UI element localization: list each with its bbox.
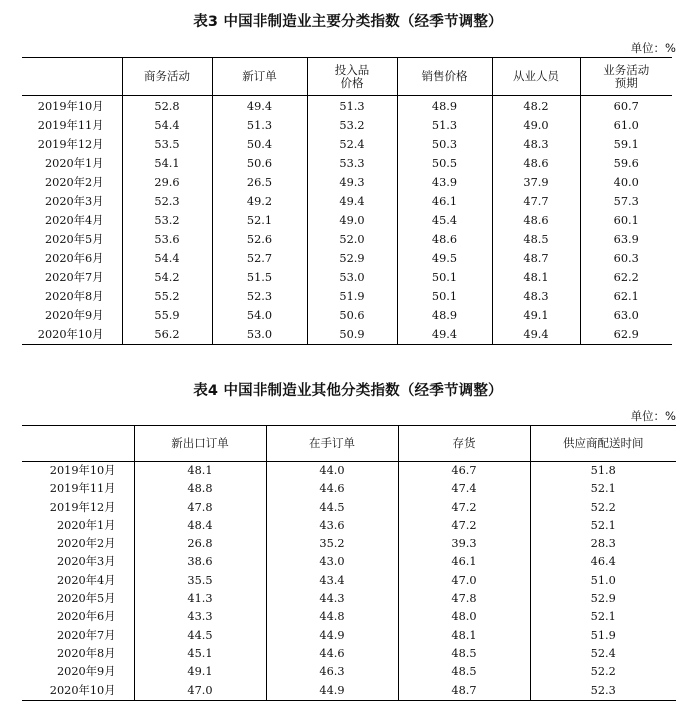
table-cell-value: 49.4: [212, 96, 307, 117]
table-row: [22, 517, 676, 535]
table-row: [22, 663, 676, 681]
table-cell-value: 53.0: [307, 268, 397, 287]
table-row: [22, 116, 672, 135]
row-label-month: 2020年10月: [37, 328, 104, 341]
table4: [22, 425, 676, 701]
table-cell-value: 54.4: [122, 249, 212, 268]
table-cell-value: 62.1: [580, 287, 672, 306]
table-cell-value: 60.7: [580, 96, 672, 117]
table-cell-value: 48.9: [397, 306, 492, 325]
table-cell-value: 60.1: [580, 211, 672, 230]
table-cell-value: 46.7: [398, 462, 530, 481]
table4-unit: 单位：%: [630, 409, 676, 423]
table-cell-value: 48.5: [398, 645, 530, 663]
table-cell-value: 52.3: [212, 287, 307, 306]
table-cell-value: 54.2: [122, 268, 212, 287]
table3-column-header: 从业人员: [492, 58, 580, 96]
table-cell-value: 47.0: [398, 572, 530, 590]
table-cell-value: 35.5: [134, 572, 266, 590]
table3-header-corner: [22, 58, 122, 96]
table-row: [22, 462, 676, 481]
table-cell-value: 48.7: [492, 249, 580, 268]
table-cell-value: 52.9: [307, 249, 397, 268]
table3-unit: 单位：%: [630, 41, 676, 55]
table-cell-value: 44.0: [266, 462, 398, 481]
table-row: [22, 154, 672, 173]
table-cell-value: 50.3: [397, 135, 492, 154]
table-cell-value: 47.7: [492, 192, 580, 211]
table3-column-header: 投入品 价格: [307, 58, 397, 96]
table-cell-value: 44.5: [134, 627, 266, 645]
table-row: [22, 590, 676, 608]
table-cell-value: 49.4: [397, 325, 492, 345]
table-cell-value: 48.3: [492, 135, 580, 154]
table-cell-value: 43.0: [266, 553, 398, 571]
table-cell-value: 43.6: [266, 517, 398, 535]
table-cell-value: 47.0: [134, 682, 266, 701]
table-row: [22, 306, 672, 325]
table-cell-value: 54.4: [122, 116, 212, 135]
table-row: [22, 192, 672, 211]
row-label-month: 2020年6月: [56, 610, 116, 624]
table3-column-header: 新订单: [212, 58, 307, 96]
table-cell-value: 49.3: [307, 173, 397, 192]
table-cell-value: 52.1: [212, 211, 307, 230]
table-cell-value: 47.2: [398, 517, 530, 535]
table-cell-value: 61.0: [580, 116, 672, 135]
table-cell-value: 48.8: [134, 480, 266, 498]
table-cell-value: 47.8: [398, 590, 530, 608]
table4-column-header: 供应商配送时间: [530, 426, 676, 462]
table-cell-value: 51.3: [212, 116, 307, 135]
table-cell-value: 50.1: [397, 287, 492, 306]
row-label-month: 2020年8月: [56, 646, 116, 660]
table-cell-value: 53.2: [122, 211, 212, 230]
table-cell-value: 48.1: [134, 462, 266, 481]
row-label-month: 2019年10月: [37, 100, 104, 113]
table-cell-value: 55.2: [122, 287, 212, 306]
table-cell-value: 51.9: [530, 627, 676, 645]
table-cell-value: 50.1: [397, 268, 492, 287]
table4-header-row: [22, 426, 676, 462]
table-cell-value: 50.5: [397, 154, 492, 173]
table-row: [22, 572, 676, 590]
table-cell-value: 44.8: [266, 608, 398, 626]
table-cell-value: 50.4: [212, 135, 307, 154]
table-cell-value: 51.0: [530, 572, 676, 590]
table-cell-value: 39.3: [398, 535, 530, 553]
table-cell-value: 48.1: [398, 627, 530, 645]
row-label-month: 2019年11月: [37, 119, 104, 132]
table-cell-value: 52.9: [530, 590, 676, 608]
row-label-month: 2020年9月: [44, 309, 104, 322]
table-row: [22, 627, 676, 645]
table-cell-value: 63.0: [580, 306, 672, 325]
table4-column-header: 存货: [398, 426, 530, 462]
table-cell-value: 49.2: [212, 192, 307, 211]
table-cell-value: 51.8: [530, 462, 676, 481]
table-row: [22, 499, 676, 517]
table-cell-value: 53.0: [212, 325, 307, 345]
table-cell-value: 54.1: [122, 154, 212, 173]
table-cell-value: 59.6: [580, 154, 672, 173]
row-label-month: 2020年4月: [44, 214, 104, 227]
table-cell-value: 53.5: [122, 135, 212, 154]
row-label-month: 2020年1月: [56, 518, 116, 532]
table-cell-value: 62.9: [580, 325, 672, 345]
table-row: [22, 211, 672, 230]
table-cell-value: 48.6: [397, 230, 492, 249]
table-cell-value: 53.2: [307, 116, 397, 135]
table-cell-value: 48.0: [398, 608, 530, 626]
table-cell-value: 29.6: [122, 173, 212, 192]
table-cell-value: 40.0: [580, 173, 672, 192]
table-cell-value: 52.2: [530, 663, 676, 681]
table3-column-header: 业务活动 预期: [580, 58, 672, 96]
table-cell-value: 49.5: [397, 249, 492, 268]
table4-column-header: 在手订单: [266, 426, 398, 462]
table-cell-value: 48.3: [492, 287, 580, 306]
table-cell-value: 52.4: [307, 135, 397, 154]
table-cell-value: 49.0: [492, 116, 580, 135]
table-cell-value: 54.0: [212, 306, 307, 325]
table-cell-value: 52.7: [212, 249, 307, 268]
table4-column-header: 新出口订单: [134, 426, 266, 462]
table-row: [22, 480, 676, 498]
table-cell-value: 47.4: [398, 480, 530, 498]
row-label-month: 2019年12月: [37, 138, 104, 151]
table-cell-value: 52.6: [212, 230, 307, 249]
table-row: [22, 645, 676, 663]
table-cell-value: 46.1: [397, 192, 492, 211]
table-row: [22, 682, 676, 701]
table-cell-value: 63.9: [580, 230, 672, 249]
table-cell-value: 49.4: [307, 192, 397, 211]
table-cell-value: 52.0: [307, 230, 397, 249]
table-cell-value: 48.6: [492, 154, 580, 173]
table-cell-value: 51.3: [307, 96, 397, 117]
table-cell-value: 48.5: [492, 230, 580, 249]
table-cell-value: 48.7: [398, 682, 530, 701]
table-cell-value: 41.3: [134, 590, 266, 608]
table-cell-value: 52.1: [530, 480, 676, 498]
table-row: [22, 535, 676, 553]
table-row: [22, 230, 672, 249]
table-cell-value: 49.0: [307, 211, 397, 230]
table4-header-corner: [22, 426, 134, 462]
table-cell-value: 48.2: [492, 96, 580, 117]
table3: [22, 57, 672, 345]
table-cell-value: 52.4: [530, 645, 676, 663]
table-cell-value: 55.9: [122, 306, 212, 325]
row-label-month: 2020年3月: [56, 555, 116, 569]
table-cell-value: 35.2: [266, 535, 398, 553]
table-cell-value: 37.9: [492, 173, 580, 192]
table-cell-value: 48.9: [397, 96, 492, 117]
row-label-month: 2019年12月: [49, 500, 116, 514]
table-cell-value: 43.3: [134, 608, 266, 626]
table-cell-value: 52.3: [122, 192, 212, 211]
table-cell-value: 45.1: [134, 645, 266, 663]
table-row: [22, 249, 672, 268]
table-cell-value: 47.2: [398, 499, 530, 517]
table-cell-value: 48.4: [134, 517, 266, 535]
row-label-month: 2020年9月: [56, 665, 116, 679]
table4-title: 表4 中国非制造业其他分类指数（经季节调整）: [193, 383, 503, 399]
table-row: [22, 268, 672, 287]
table-cell-value: 44.5: [266, 499, 398, 517]
row-label-month: 2020年3月: [44, 195, 104, 208]
row-label-month: 2020年1月: [44, 157, 104, 170]
table3-column-header: 销售价格: [397, 58, 492, 96]
row-label-month: 2020年2月: [56, 537, 116, 551]
table-cell-value: 57.3: [580, 192, 672, 211]
table-cell-value: 44.6: [266, 480, 398, 498]
table-cell-value: 46.3: [266, 663, 398, 681]
row-label-month: 2020年8月: [44, 290, 104, 303]
table-cell-value: 46.1: [398, 553, 530, 571]
table-cell-value: 51.5: [212, 268, 307, 287]
table-cell-value: 52.8: [122, 96, 212, 117]
row-label-month: 2020年2月: [44, 176, 104, 189]
row-label-month: 2020年6月: [44, 252, 104, 265]
table-cell-value: 38.6: [134, 553, 266, 571]
table-row: [22, 608, 676, 626]
table-cell-value: 52.2: [530, 499, 676, 517]
table-row: [22, 553, 676, 571]
table-cell-value: 50.9: [307, 325, 397, 345]
table-cell-value: 53.3: [307, 154, 397, 173]
table3-header-row: [22, 58, 672, 96]
table-cell-value: 51.3: [397, 116, 492, 135]
table-cell-value: 53.6: [122, 230, 212, 249]
table-cell-value: 47.8: [134, 499, 266, 517]
table-cell-value: 49.1: [134, 663, 266, 681]
table-cell-value: 52.1: [530, 608, 676, 626]
table-cell-value: 44.9: [266, 627, 398, 645]
table-cell-value: 45.4: [397, 211, 492, 230]
table-row: [22, 287, 672, 306]
table-cell-value: 48.1: [492, 268, 580, 287]
table-cell-value: 48.6: [492, 211, 580, 230]
row-label-month: 2020年7月: [56, 628, 116, 642]
table-cell-value: 26.8: [134, 535, 266, 553]
table-cell-value: 46.4: [530, 553, 676, 571]
row-label-month: 2019年11月: [49, 482, 116, 496]
table-cell-value: 51.9: [307, 287, 397, 306]
row-label-month: 2020年4月: [56, 573, 116, 587]
table-cell-value: 43.9: [397, 173, 492, 192]
table3-column-header: 商务活动: [122, 58, 212, 96]
table-cell-value: 59.1: [580, 135, 672, 154]
table3-title: 表3 中国非制造业主要分类指数（经季节调整）: [193, 14, 503, 30]
table-cell-value: 62.2: [580, 268, 672, 287]
table-cell-value: 28.3: [530, 535, 676, 553]
row-label-month: 2020年5月: [56, 592, 116, 606]
table-row: [22, 96, 672, 117]
table-row: [22, 325, 672, 345]
row-label-month: 2020年7月: [44, 271, 104, 284]
table-cell-value: 44.6: [266, 645, 398, 663]
row-label-month: 2019年10月: [49, 464, 116, 477]
table-cell-value: 49.1: [492, 306, 580, 325]
table-cell-value: 60.3: [580, 249, 672, 268]
table3-body: [22, 96, 672, 345]
table-cell-value: 44.9: [266, 682, 398, 701]
table-cell-value: 26.5: [212, 173, 307, 192]
row-label-month: 2020年10月: [49, 683, 116, 697]
table-cell-value: 48.5: [398, 663, 530, 681]
table-cell-value: 52.3: [530, 682, 676, 701]
table-row: [22, 135, 672, 154]
table4-body: [22, 462, 676, 701]
table-row: [22, 173, 672, 192]
row-label-month: 2020年5月: [44, 233, 104, 246]
table-cell-value: 56.2: [122, 325, 212, 345]
table-cell-value: 44.3: [266, 590, 398, 608]
table-cell-value: 50.6: [212, 154, 307, 173]
table-cell-value: 52.1: [530, 517, 676, 535]
table-cell-value: 43.4: [266, 572, 398, 590]
table-cell-value: 50.6: [307, 306, 397, 325]
table-cell-value: 49.4: [492, 325, 580, 345]
